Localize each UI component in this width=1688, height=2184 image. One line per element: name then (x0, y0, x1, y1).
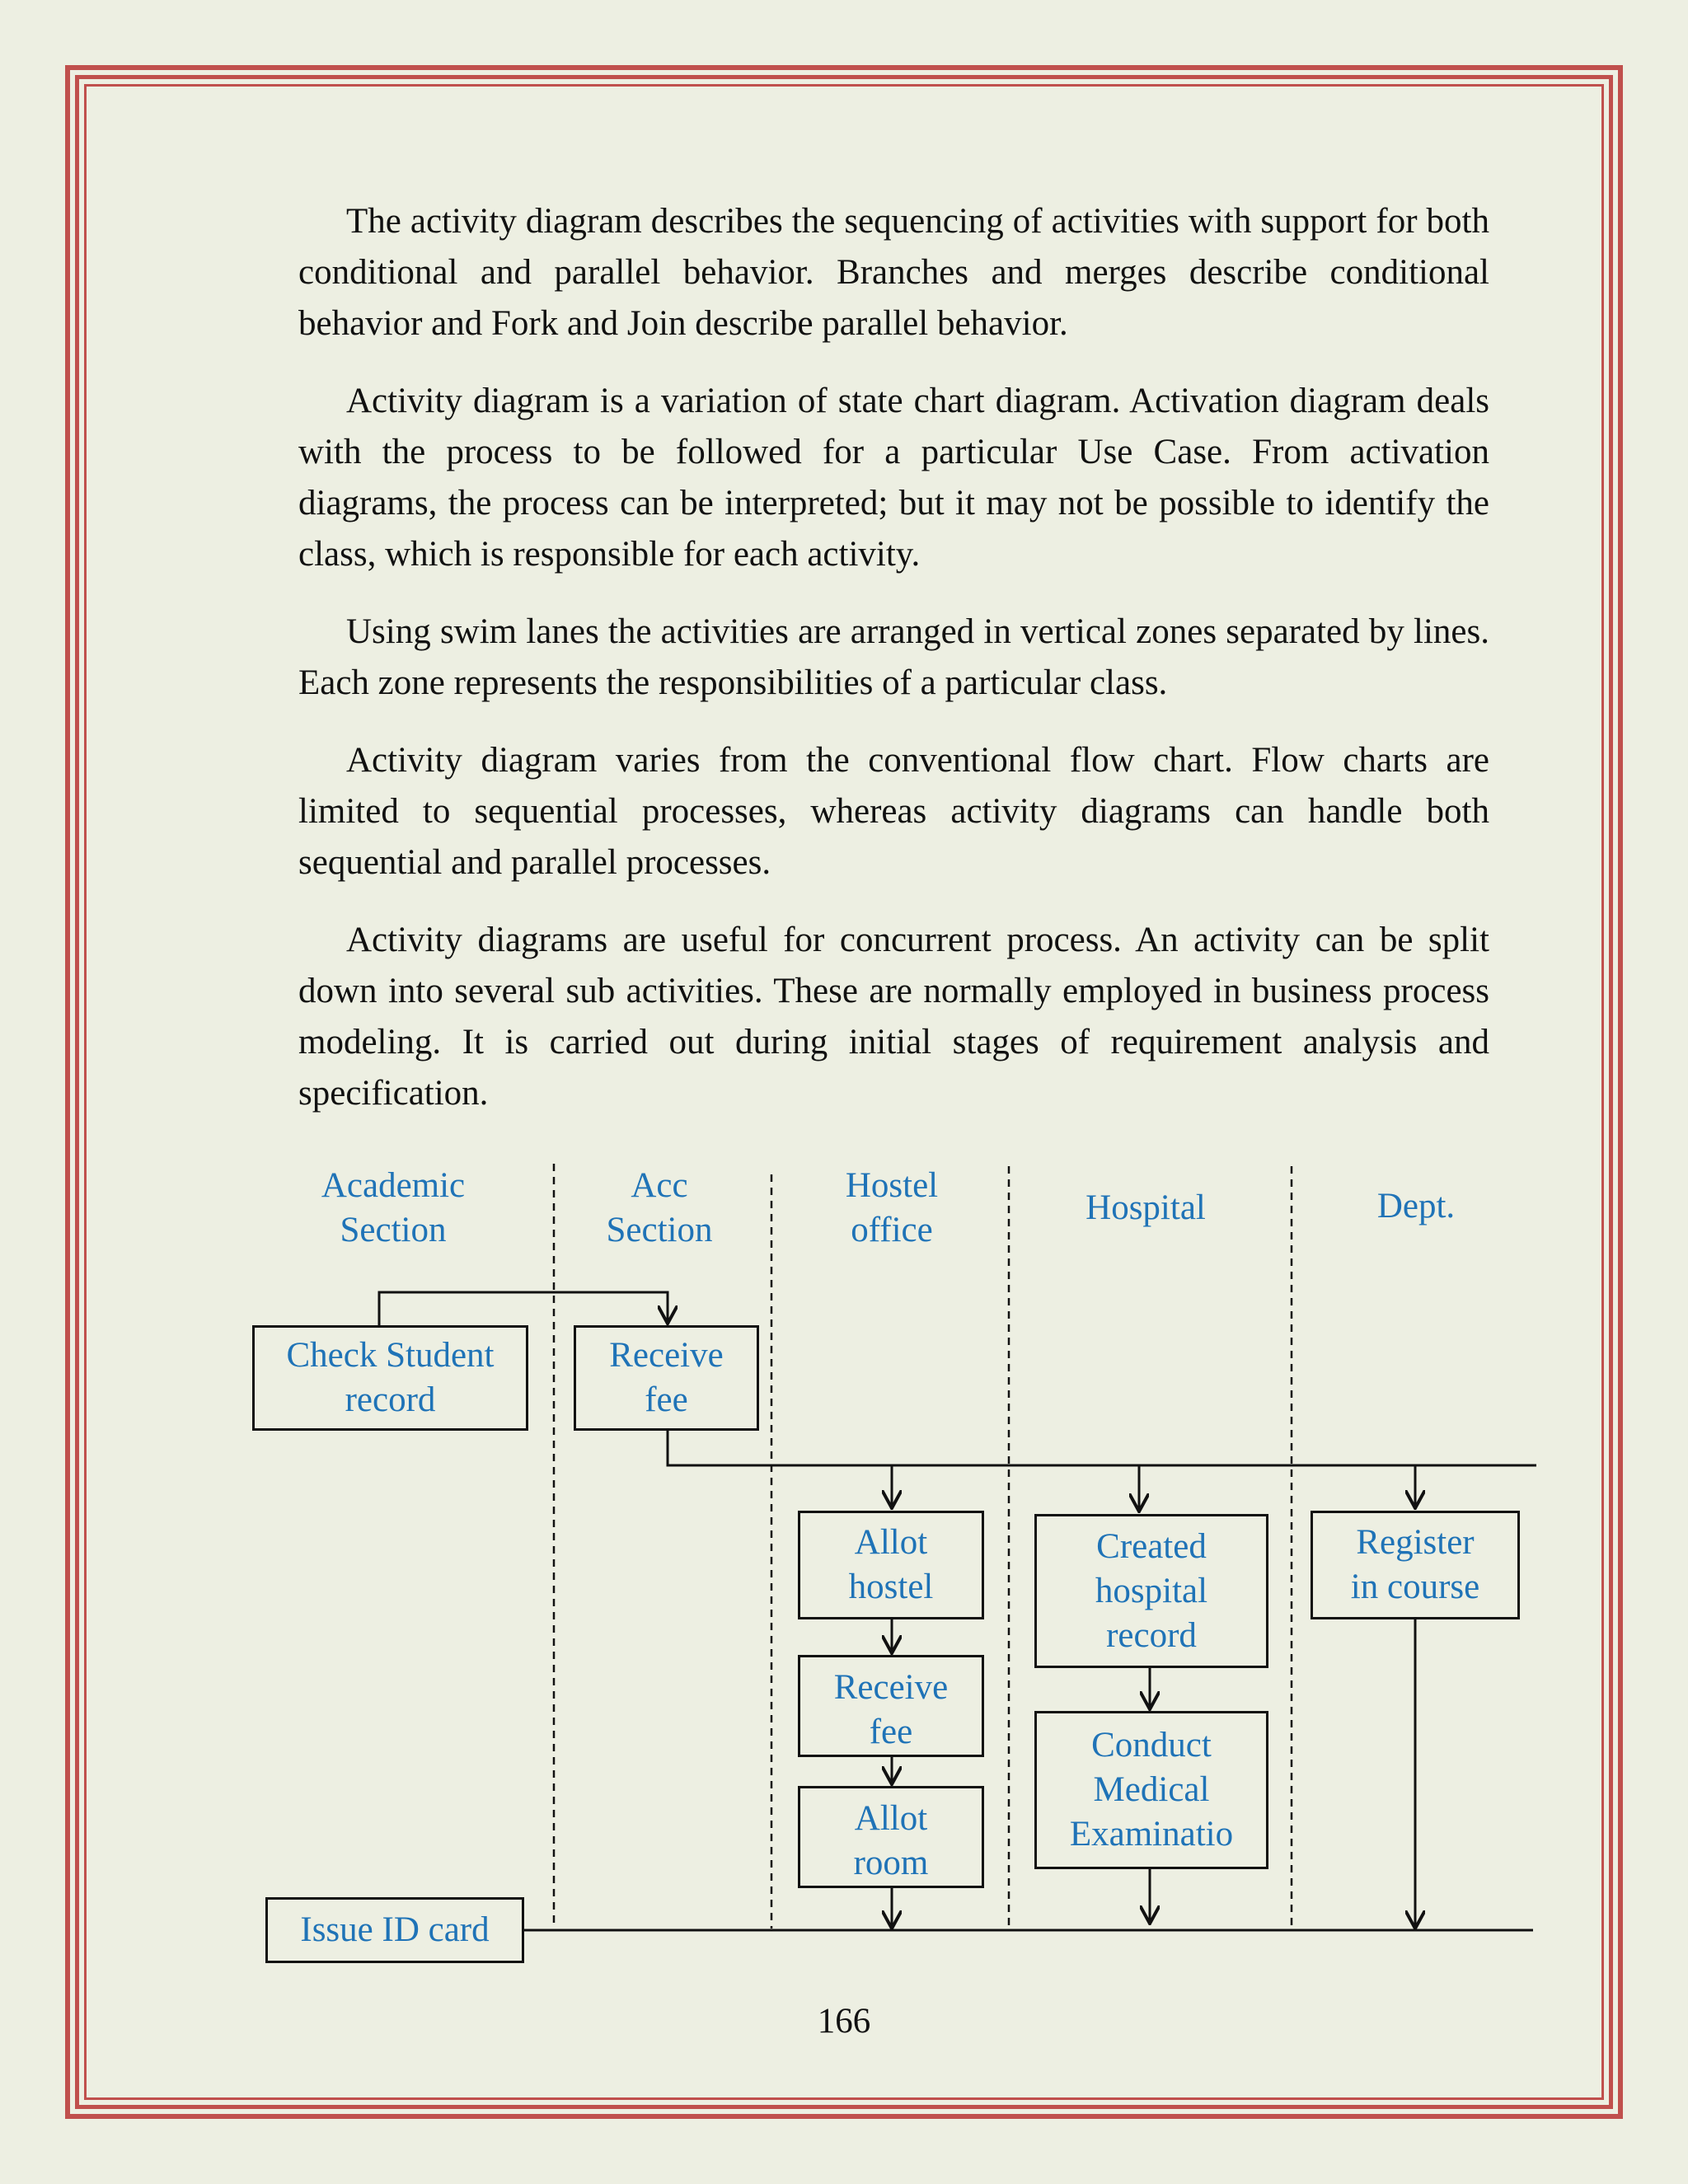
allot-hostel-line-2: hostel (848, 1568, 934, 1606)
hostel-fee-line-1: Receive (833, 1668, 949, 1707)
lane-academic-section (294, 1164, 492, 1253)
paragraph-5: Activity diagrams are useful for concurrent process. An activity can be split down into several sub activities. These are normally employed in business process modeling. It is carried out during initial stages of requirement analysis and specification. (298, 921, 1489, 1113)
activity-allot-hostel (798, 1511, 984, 1619)
receive-fee-line-2: fee (645, 1380, 688, 1419)
activity-conduct-medical-examination (1034, 1711, 1268, 1869)
paragraph-1: The activity diagram describes the sequencing of activities with support for both conditional and parallel behavior. Branches and merges describe conditional behavior and Fork and Join describe parallel behavior. (298, 202, 1489, 343)
fork-bar (668, 1429, 1536, 1465)
lane-hospital: Hospital (1085, 1188, 1206, 1227)
lane-acc-line-1: Acc (631, 1166, 688, 1205)
lane-hostel-office (809, 1164, 974, 1253)
register-line-2: in course (1350, 1568, 1480, 1606)
medical-line-1: Conduct (1091, 1726, 1212, 1765)
hostel-fee-line-2: fee (869, 1713, 913, 1751)
hospital-record-line-3: record (1106, 1615, 1197, 1655)
lane-academic-line-2: Section (340, 1211, 447, 1249)
lane-hostel-line-2: office (851, 1211, 933, 1249)
paragraph-4: Activity diagram varies from the conventional flow chart. Flow charts are limited to sequential processes, whereas activity diagrams can handle both sequential and parallel processes. (298, 741, 1489, 882)
lane-academic-line-1: Academic (321, 1166, 466, 1205)
hospital-record-line-1: Created (1096, 1526, 1207, 1566)
allot-room-line-1: Allot (854, 1799, 928, 1838)
activity-check-student-record (252, 1325, 528, 1431)
medical-line-3: Examinatio (1069, 1815, 1234, 1854)
paragraph-3: Using swim lanes the activities are arranged in vertical zones separated by lines. Each zone represents the responsibilities of a particular class. (298, 612, 1489, 702)
receive-fee-line-1: Receive (609, 1336, 724, 1375)
allot-hostel-line-1: Allot (854, 1523, 928, 1562)
hospital-record-line-2: hospital (1095, 1571, 1208, 1610)
lane-acc-line-2: Section (606, 1211, 713, 1249)
flow-check-to-receive (379, 1292, 668, 1325)
check-student-line-1: Check Student (286, 1336, 495, 1375)
activity-register-in-course (1311, 1511, 1520, 1619)
allot-room-line-2: room (853, 1844, 929, 1882)
activity-allot-room (798, 1786, 984, 1888)
activity-receive-fee (574, 1325, 759, 1431)
lane-acc-section (577, 1164, 742, 1253)
page-number: 166 (817, 2002, 871, 2041)
register-line-1: Register (1356, 1523, 1475, 1562)
activity-created-hospital-record (1034, 1514, 1268, 1668)
lane-dept: Dept. (1376, 1187, 1456, 1226)
activity-issue-id-card (265, 1897, 524, 1963)
check-student-line-2: record (345, 1380, 436, 1419)
paragraph-2: Activity diagram is a variation of state chart diagram. Activation diagram deals with the process to be followed for a particular Use Case. From activation diagrams, the process can be interpreted; but it may not be possible to identify the class, which is responsible for each activity. (298, 382, 1489, 574)
activity-hostel-receive-fee (798, 1655, 984, 1757)
issue-id-card-label: Issue ID card (300, 1910, 490, 1949)
medical-line-2: Medical (1093, 1770, 1210, 1809)
lane-hostel-line-1: Hostel (845, 1166, 939, 1205)
